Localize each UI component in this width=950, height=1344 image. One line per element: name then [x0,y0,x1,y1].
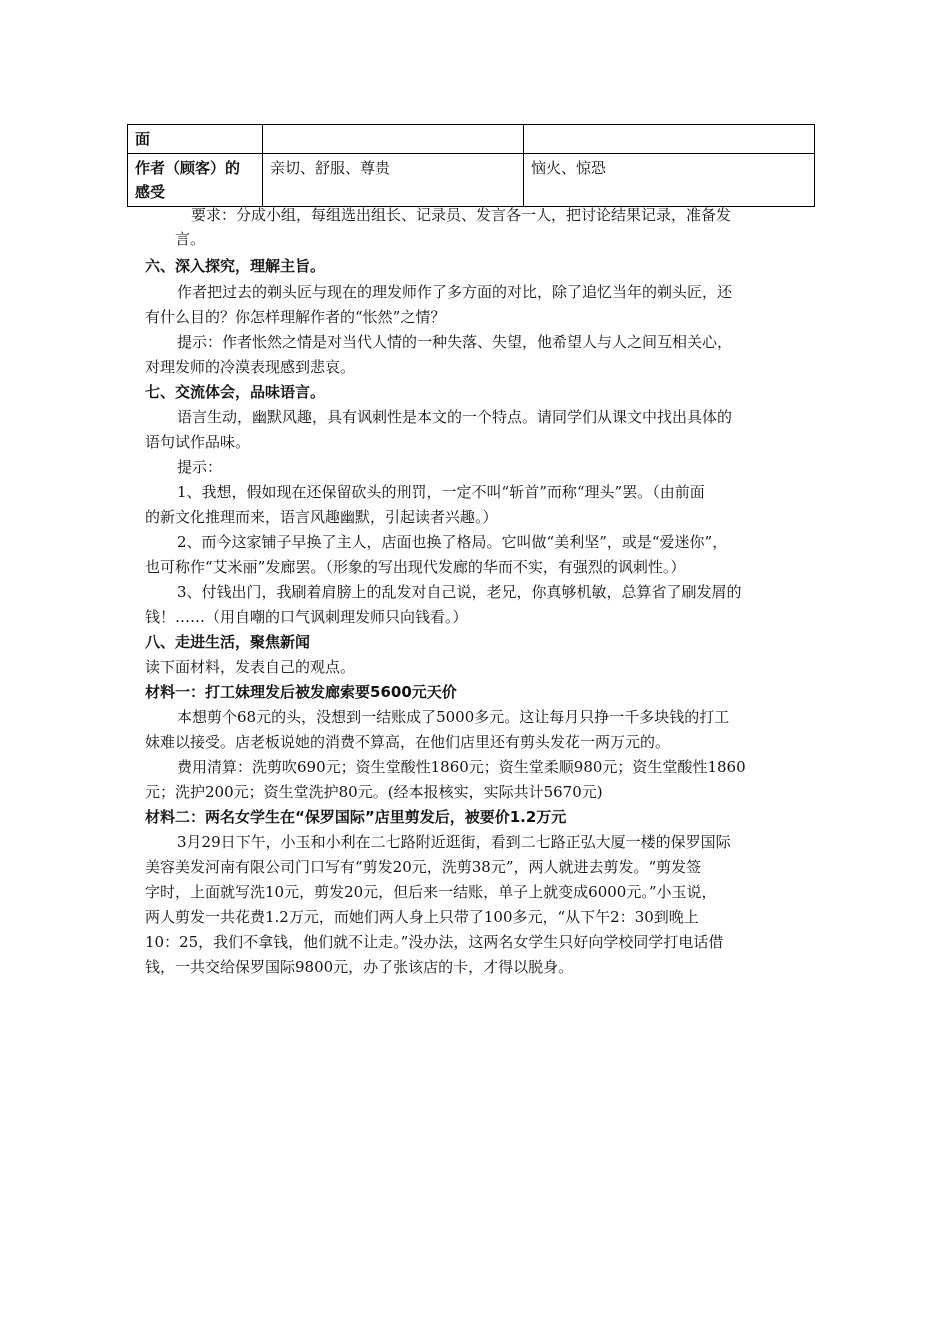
paragraph-line: 2、而今这家铺子早换了主人，店面也换了格局。它叫做“美利坚”，或是“爱迷你”， [177,533,728,551]
table-cell-label [128,154,263,207]
paragraph-line: 对理发师的冷漠表现感到悲哀。 [145,358,356,376]
table-row [128,154,815,207]
paragraph-line: 3、付钱出门，我刷着肩膀上的乱发对自己说，老兄，你真够机敏，总算省了刷发屑的 [177,583,742,601]
paragraph-line: 1、我想，假如现在还保留砍头的刑罚，一定不叫“斩首”而称“理头”罢。（由前面 [177,483,705,501]
table-cell [263,125,524,154]
material-heading: 材料一：打工妹理发后被发廊索要5600元天价 [145,683,457,701]
paragraph-line: 3月29日下午，小玉和小利在二七路附近逛街，看到二七路正弘大厦一楼的保罗国际 [177,833,731,851]
paragraph-line: 两人剪发一共花费1.2万元，而她们两人身上只带了100多元，“从下午2：30到晚上 [145,908,699,926]
table-label-line: 作者（顾客）的 [135,159,241,177]
paragraph-line: 要求：分成小组，每组选出组长、记录员、发言各一人，把讨论结果记录，准备发 [191,206,732,224]
paragraph-line: 读下面材料，发表自己的观点。 [145,658,356,676]
paragraph-line: 提示：作者怅然之情是对当代人情的一种失落、失望，他希望人与人之间互相关心， [177,333,733,351]
section-heading: 八、走进生活，聚焦新闻 [145,633,311,651]
paragraph-line: 有什么目的？你怎样理解作者的“怅然”之情？ [145,308,446,326]
paragraph-line: 钱，一共交给保罗国际9800元，办了张该店的卡，才得以脱身。 [145,958,574,976]
paragraph-line: 语言生动，幽默风趣，具有讽刺性是本文的一个特点。请同学们从课文中找出具体的 [177,408,733,426]
table-label-line: 感受 [135,183,166,201]
paragraph-line: 费用清算：洗剪吹690元；资生堂酸性1860元；资生堂柔顺980元；资生堂酸性1860 [177,758,746,776]
paragraph-line: 钱！……（用自嘲的口气讽刺理发师只向钱看。） [145,608,468,626]
paragraph-line: 言。 [175,230,206,248]
paragraph-line: 语句试作品味。 [145,433,251,451]
paragraph-line: 的新文化推理而来，语言风趣幽默，引起读者兴趣。） [145,508,498,526]
paragraph-line: 美容美发河南有限公司门口写有“剪发20元，洗剪38元”，两人就进去剪发。“剪发签 [145,858,702,876]
paragraph-line: 提示： [177,458,223,476]
comparison-table [127,124,815,207]
paragraph-line: 字时，上面就写洗10元，剪发20元，但后来一结账，单子上就变成6000元。”小玉说， [145,883,717,901]
paragraph-line: 10：25，我们不拿钱，他们就不让走。”没办法，这两名女学生只好向学校同学打电话借 [145,933,724,951]
paragraph-line: 作者把过去的剃头匠与现在的理发师作了多方面的对比，除了追忆当年的剃头匠，还 [177,283,733,301]
section-heading: 七、交流体会，品味语言。 [145,383,326,401]
table-cell: 恼火、惊恐 [524,154,815,207]
material-heading: 材料二：两名女学生在“保罗国际”店里剪发后，被要价1.2万元 [145,808,567,826]
paragraph-line: 元；洗护200元；资生堂洗护80元。(经本报核实，实际共计5670元) [145,783,603,801]
paragraph-line: 妹难以接受。店老板说她的消费不算高，在他们店里还有剪头发花一两万元的。 [145,733,671,751]
table-cell-label: 面 [128,125,263,154]
paragraph-line: 本想剪个68元的头，没想到一结账成了5000多元。这让每月只挣一千多块钱的打工 [177,708,730,726]
section-heading: 六、深入探究，理解主旨。 [145,257,326,275]
table-row [128,125,815,154]
table-cell [524,125,815,154]
paragraph-line: 也可称作“艾米丽”发廊罢。（形象的写出现代发廊的华而不实，有强烈的讽刺性。） [145,558,686,576]
table-cell: 亲切、舒服、尊贵 [263,154,524,207]
